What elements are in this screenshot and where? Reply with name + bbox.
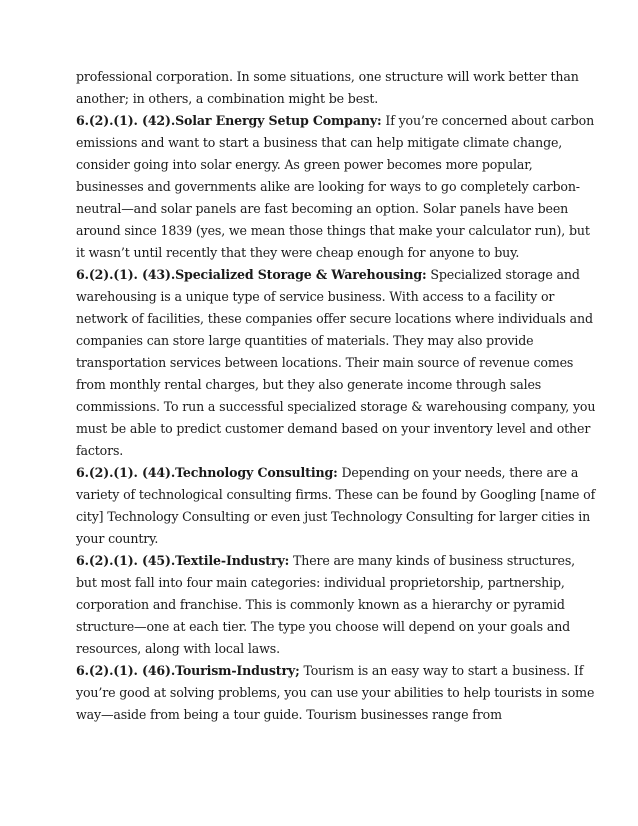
section-heading-technology-consulting: 6.(2).(1). (44).Technology Consulting: (76, 465, 338, 480)
paragraph-text: Specialized storage and warehousing is a unique type of service business. With access to a facility or network of facilities, these companies offer secure locations where individuals and companies can store large quantities of materials. They may also provide transportation services between locations. Their main source of revenue comes from monthly rental charges, but they also generate income through sales commissions. To run a successful specialized storage & warehousing company, you must be able to predict customer demand based on your inventory level and other factors. (76, 267, 596, 458)
document-body (76, 66, 596, 726)
paragraph-text: Depending on your needs, there are a variety of technological consulting firms. These can be found by Googling [name of city] Technology Consulting or even just Technology Consulting for larger cities in your country. (76, 465, 596, 546)
paragraph-storage-warehousing (76, 264, 596, 462)
section-heading-textile-industry: 6.(2).(1). (45).Textile-Industry: (76, 553, 290, 568)
section-heading-storage-warehousing: 6.(2).(1). (43).Specialized Storage & Warehousing: (76, 267, 427, 282)
paragraph-text: If you’re concerned about carbon emissions and want to start a business that can help mitigate climate change, consider going into solar energy. As green power becomes more popular, businesses and governments alike are looking for ways to go completely carbon-neutral—and solar panels are fast becoming an option. Solar panels have been around since 1839 (yes, we mean those things that make your calculator run), but it wasn’t until recently that they were cheap enough for anyone to buy. (76, 113, 595, 260)
section-heading-tourism-industry: 6.(2).(1). (46).Tourism-Industry; (76, 663, 300, 678)
paragraph-technology-consulting (76, 462, 596, 550)
paragraph-solar-energy (76, 110, 596, 264)
paragraph-textile-industry (76, 550, 596, 660)
paragraph-text: There are many kinds of business structures, but most fall into four main categories: individual proprietorship, partnership, corporation and franchise. This is commonly known as a hierarchy or pyramid structure—one at each tier. The type you choose will depend on your goals and resources, along with local laws. (76, 553, 576, 656)
paragraph-tourism-industry (76, 660, 596, 726)
paragraph-continuation (76, 66, 596, 110)
paragraph-text: professional corporation. In some situations, one structure will work better than another; in others, a combination might be best. (76, 69, 579, 106)
section-heading-solar-energy: 6.(2).(1). (42).Solar Energy Setup Company: (76, 113, 382, 128)
paragraph-text: Tourism is an easy way to start a business. If you’re good at solving problems, you can use your abilities to help tourists in some way—aside from being a tour guide. Tourism businesses range from (76, 663, 595, 722)
